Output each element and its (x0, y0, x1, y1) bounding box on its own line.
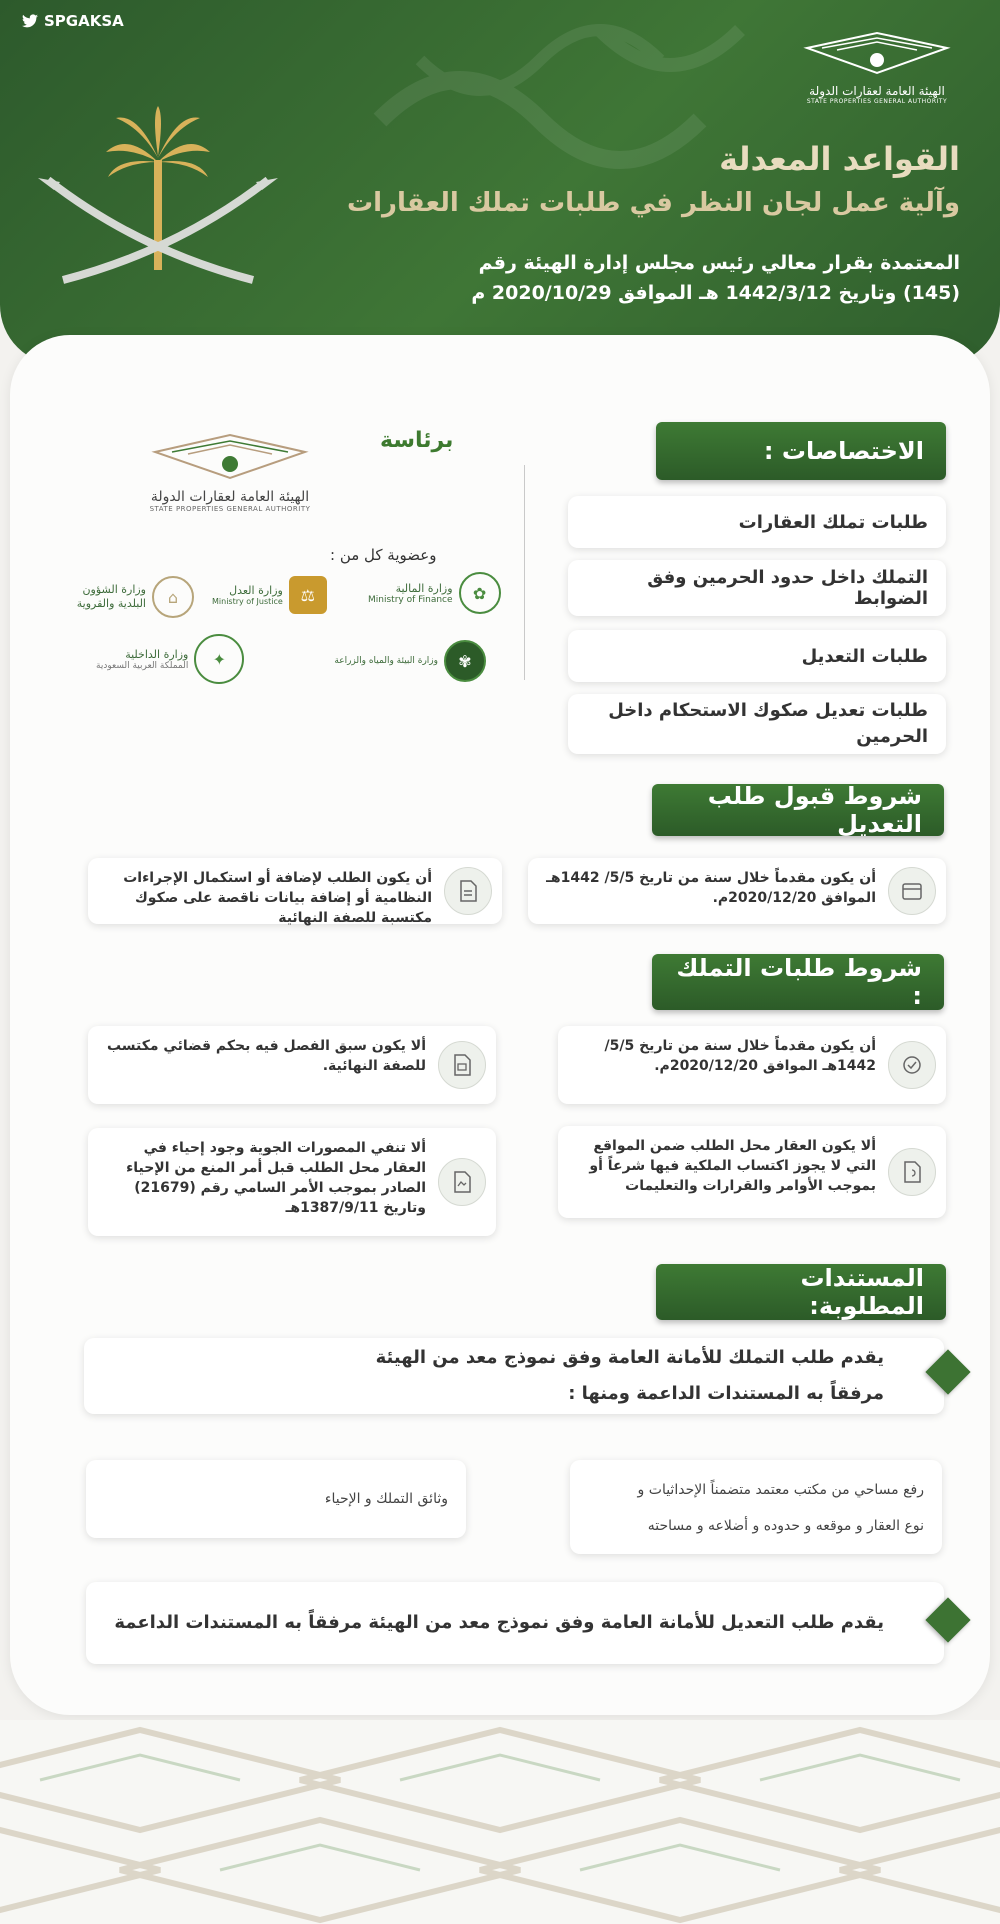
survey-line-1: رفع مساحي من مكتب معتمد متضمناً الإحداثيات و (637, 1482, 924, 1498)
presidency-label: برئاسة (380, 428, 454, 453)
badge-icon (888, 1041, 936, 1089)
ministry-finance (368, 572, 501, 614)
presidency-authority-name-en: STATE PROPERTIES GENERAL AUTHORITY (149, 505, 311, 513)
authority-logo-icon (150, 430, 310, 485)
specialization-item: التملك داخل حدود الحرمين وفق الضوابط (568, 560, 946, 616)
court-document-icon (438, 1041, 486, 1089)
ownership-condition-item (88, 1026, 496, 1104)
location-document-icon (888, 1148, 936, 1196)
footer-pattern (0, 1720, 1000, 1924)
document-item-line-1: يقدم طلب التملك للأمانة العامة وفق نموذج معد من الهيئة (375, 1347, 884, 1368)
amendment-condition-text: أن يكون الطلب لإضافة أو استكمال الإجراءات النظامية أو إضافة بيانات ناقصة على صكوك مكتسبة للصفة النهائية (123, 870, 432, 926)
ownership-condition-text: أن يكون مقدماً خلال سنة من تاريخ 5/5/ 1442هـ الموافق 2020/12/20م. (604, 1038, 876, 1074)
document-item-line-2: مرفقاً به المستندات الداعمة ومنها : (568, 1383, 884, 1404)
ministry-environment-name: وزارة البيئة والمياه والزراعة (334, 656, 438, 666)
decision-line-1: المعتمدة بقرار معالي رئيس مجلس إدارة الهيئة رقم (478, 252, 960, 274)
page-title: القواعد المعدلة (719, 140, 960, 178)
amendment-condition-item (88, 858, 502, 924)
decision-reference (400, 248, 960, 308)
page-subtitle: وآلية عمل لجان النظر في طلبات تملك العقارات (346, 188, 960, 218)
municipal-icon: ⌂ (152, 576, 194, 618)
document-item (84, 1338, 944, 1414)
environment-icon: ✾ (444, 640, 486, 682)
presidency-authority-logo (130, 430, 330, 513)
ownership-condition-item (558, 1126, 946, 1218)
ministry-finance-sub: Ministry of Finance (368, 594, 453, 605)
decision-line-2: (145) وتاريخ 1442/3/12 هـ الموافق 2020/10/29 م (471, 282, 960, 304)
document-item-text: يقدم طلب التعديل للأمانة العامة وفق نموذج معد من الهيئة مرفقاً به المستندات الداعمة (114, 1612, 884, 1633)
amendment-conditions-heading: شروط قبول طلب التعديل (652, 784, 944, 836)
amendment-condition-text: أن يكون مقدماً خلال سنة من تاريخ 5/5/ 1442هـ الموافق 2020/12/20م. (546, 870, 876, 906)
ownership-condition-item (88, 1128, 496, 1236)
ownership-condition-text: ألا يكون العقار محل الطلب ضمن المواقع التي لا يجوز اكتساب الملكية فيها شرعاً أو بموجب الأوامر والقرارات والتعليمات (589, 1138, 876, 1194)
finance-icon: ✿ (459, 572, 501, 614)
ministry-justice-sub: Ministry of Justice (212, 597, 283, 606)
geometric-pattern-icon (0, 1720, 1000, 1924)
ministry-interior-sub: المملكة العربية السعودية (96, 660, 189, 671)
divider (524, 465, 525, 680)
authority-logo (792, 28, 962, 118)
header-banner (0, 0, 1000, 365)
supporting-document-ownership (86, 1460, 466, 1538)
authority-logo-icon (802, 28, 952, 78)
members-label: وعضوية كل من : (330, 546, 437, 564)
ownership-condition-text: ألا يكون سبق الفصل فيه بحكم قضائي مكتسب للصفة النهائية. (106, 1038, 426, 1074)
document-item (86, 1582, 944, 1664)
ministry-interior (96, 634, 244, 684)
specialization-item: طلبات تعديل صكوك الاستحكام داخل الحرمين (568, 694, 946, 754)
ministry-municipal-name: وزارة الشؤون البلدية والقروية (76, 583, 146, 610)
presidency-authority-name-ar: الهيئة العامة لعقارات الدولة (150, 489, 310, 505)
interior-icon: ✦ (194, 634, 244, 684)
twitter-icon (22, 14, 38, 28)
justice-icon: ⚖ (289, 576, 327, 614)
supporting-document-survey (570, 1460, 942, 1554)
required-documents-heading: المستندات المطلوبة: (656, 1264, 946, 1320)
aerial-document-icon (438, 1158, 486, 1206)
ministry-finance-name: وزارة المالية (395, 581, 453, 595)
ministry-justice-name: وزارة العدل (229, 584, 283, 597)
document-icon (444, 867, 492, 915)
specialization-item: طلبات تملك العقارات (568, 496, 946, 548)
ownership-documents-text: وثائق التملك و الإحياء (324, 1491, 448, 1507)
ownership-condition-item (558, 1026, 946, 1104)
authority-name-ar: الهيئة العامة لعقارات الدولة (809, 84, 945, 98)
survey-line-2: نوع العقار و موقعه و حدوده و أضلاعه و مساحته (647, 1518, 924, 1534)
ministry-municipal (56, 576, 194, 618)
ministry-environment (298, 640, 486, 682)
saudi-emblem-icon (28, 70, 288, 290)
ministry-justice (212, 576, 327, 614)
specialization-item: طلبات التعديل (568, 630, 946, 682)
ownership-conditions-heading: شروط طلبات التملك : (652, 954, 944, 1010)
amendment-condition-item (528, 858, 946, 924)
calendar-icon (888, 867, 936, 915)
authority-name-en: STATE PROPERTIES GENERAL AUTHORITY (806, 98, 948, 105)
ministry-interior-name: وزارة الداخلية (125, 647, 189, 661)
twitter-handle[interactable] (22, 12, 124, 30)
twitter-handle-text: SPGAKSA (44, 12, 124, 30)
specializations-heading: الاختصاصات : (656, 422, 946, 480)
ownership-condition-text: ألا تنفي المصورات الجوية وجود إحياء في العقار محل الطلب قبل أمر المنع من الإحياء الصادر بموجب الأمر السامي رقم (21679) وتاريخ 1387/9/11هـ (126, 1140, 426, 1216)
